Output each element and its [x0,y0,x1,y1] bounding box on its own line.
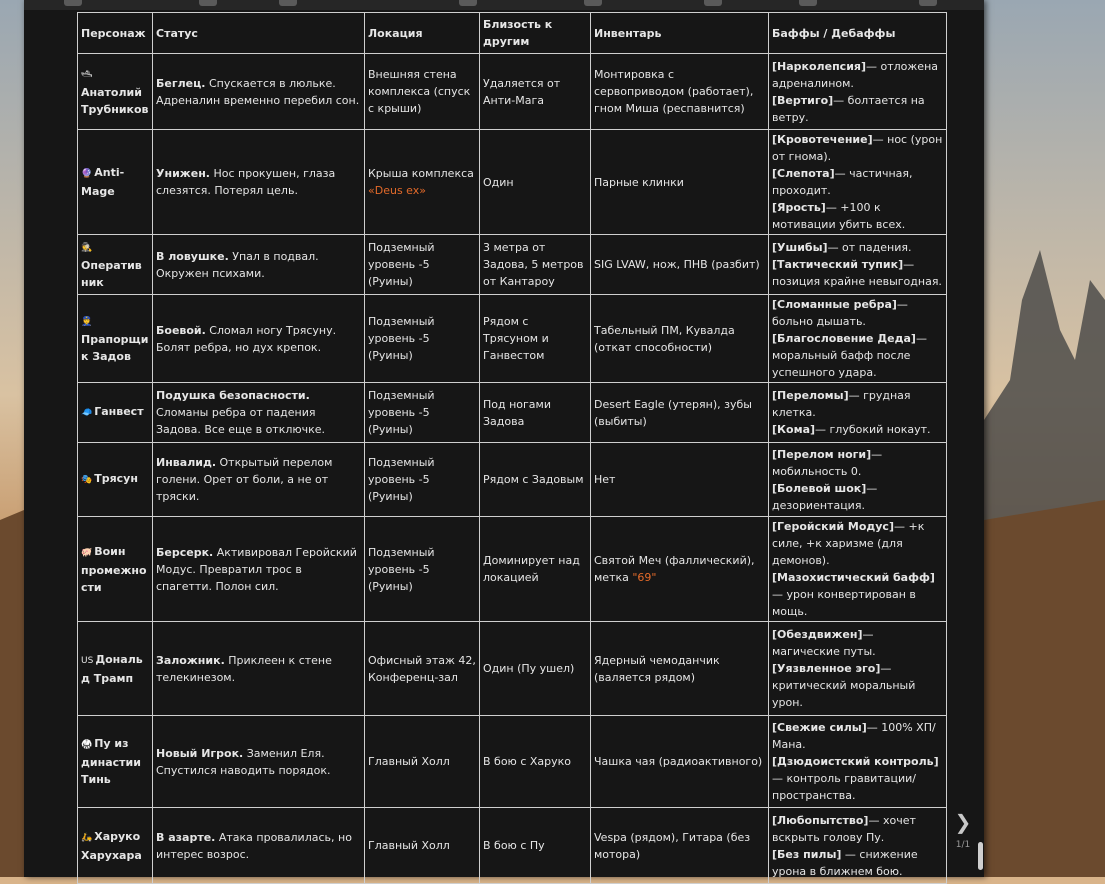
status-title: Новый Игрок. [156,746,244,760]
location-cell [365,383,480,443]
character-icon: 🛥 [81,70,93,80]
pin-icon[interactable] [199,0,217,6]
location-text: Офисный этаж 42, Конференц-зал [368,653,476,684]
tool-icon[interactable] [64,0,82,6]
book-icon[interactable] [459,0,477,6]
character-cell [78,517,153,622]
location-text: Подземный уровень -5 (Руины) [368,241,435,288]
location-text: Крыша комплекса [368,167,474,180]
status-title: Заложник. [156,653,225,667]
status-cell [153,716,365,808]
effect-tag: [Кома] [772,423,816,436]
effect-desc: — грудная клетка. [772,389,911,419]
effect-tag: [Сломанные ребра] [772,298,897,311]
effect-line [772,92,943,126]
proximity-cell: Доминирует над локацией [480,517,591,622]
effect-line [772,660,943,711]
character-name: Пу из династии Тинь [81,737,141,786]
effect-line [772,569,943,620]
effect-tag: [Геройский Модус] [772,520,894,533]
effect-tag: [Кровотечение] [772,133,873,146]
inventory-cell [591,808,769,884]
status-cell [153,443,365,517]
effects-cell [769,517,947,622]
effect-tag: [Уязвленное эго] [772,662,881,675]
proximity-cell: В бою с Харуко [480,716,591,808]
effect-desc: — от падения. [827,241,912,254]
effect-desc: — контроль гравитации/пространства. [772,772,916,802]
status-text: Сломаны ребра от падения Задова. Все еще в отключке. [156,406,326,436]
effect-tag: [Любопытство] [772,813,869,827]
effect-desc: — болтается на ветру. [772,93,925,124]
effect-line [772,719,943,753]
inventory-cell [591,130,769,235]
inventory-cell [591,517,769,622]
proximity-cell: Удаляется от Анти-Мага [480,54,591,130]
status-cell [153,130,365,235]
status-cell [153,808,365,884]
location-cell [365,716,480,808]
effect-line [772,446,943,480]
effect-tag: [Ярость] [772,201,826,214]
character-name: Трясун [94,472,138,485]
status-text: Атака провалилась, но интерес возрос. [156,830,352,861]
table-row [78,517,947,622]
effects-cell [769,383,947,443]
column-header: Локация [365,13,480,54]
effect-desc: — снижение урона в ближнем бою. [772,847,918,878]
effect-desc: — нос (урон от гнома). [772,133,943,163]
proximity-cell: Рядом с Трясуном и Ганвестом [480,295,591,383]
inventory-text: Монтировка с сервоприводом (работает), гном Миша (респавнится) [594,68,754,115]
inventory-text: Чашка чая (радиоактивного) [594,755,763,768]
location-text: Подземный уровень -5 (Руины) [368,545,435,593]
inventory-highlight: "69" [632,571,657,584]
inventory-text: Табельный ПМ, Кувалда (откат способности) [594,323,735,354]
location-cell [365,130,480,235]
status-cell [153,517,365,622]
character-cell [78,716,153,808]
table-row [78,383,947,443]
table-row [78,443,947,517]
effect-desc: — позиция крайне невыгодная. [772,258,942,288]
top-toolbar [24,0,984,10]
column-header: Инвентарь [591,13,769,54]
inventory-cell [591,383,769,443]
table-row [78,54,947,130]
status-text: Спускается в люльке. Адреналин временно перебил сон. [156,76,360,107]
effect-tag: [Слепота] [772,167,835,180]
effect-tag: [Ушибы] [772,241,828,254]
effect-desc: — мобильность 0. [772,447,883,478]
effect-desc: — магические путы. [772,628,876,658]
effect-desc: — частичная, проходит. [772,167,913,197]
character-icon: 👮 [81,317,93,327]
inventory-cell [591,716,769,808]
character-name: Анатолий Трубников [81,86,149,116]
inventory-text: Парные клинки [594,175,684,189]
status-cell [153,54,365,130]
effect-desc: — глубокий нокаут. [815,423,931,436]
effects-cell [769,295,947,383]
effect-line [772,480,943,514]
status-text: Сломал ногу Трясуну. Болят ребра, но дух крепок. [156,323,337,354]
character-name: Харуко Харухара [81,829,142,862]
location-cell [365,295,480,383]
character-icon: 🐖 [81,547,93,558]
table-row [78,716,947,808]
character-cell [78,808,153,884]
effect-tag: [Обездвижен] [772,628,863,641]
effect-desc: — +к силе, +к харизме (для демонов). [772,520,925,567]
character-name: Ганвест [94,405,144,418]
location-text: Подземный уровень -5 (Руины) [368,389,435,436]
effect-desc: — +100 к мотивации убить всех. [772,201,906,231]
image-icon[interactable] [584,0,602,6]
inventory-cell [591,295,769,383]
character-icon: 🛵 [81,832,93,843]
effect-line [772,518,943,569]
window-icon[interactable] [919,0,937,6]
status-title: Подушка безопасности. [156,389,310,402]
proximity-cell: Рядом с Задовым [480,443,591,517]
effect-desc: — 100% ХП/Мана. [772,721,936,751]
inventory-text: Desert Eagle (утерян), зубы (выбиты) [594,397,752,428]
effect-line [772,626,943,660]
character-name: Прапорщик Задов [81,333,149,363]
effects-cell [769,54,947,130]
inventory-cell [591,235,769,295]
character-cell [78,295,153,383]
status-text: Упал в подвал. Окружен психами. [156,249,319,280]
effect-tag: [Дзюдоистский контроль] [772,755,939,768]
location-text: Подземный уровень -5 (Руины) [368,456,435,503]
table-body [78,54,947,884]
effect-line [772,753,943,804]
effect-tag: [Переломы] [772,389,849,402]
character-name: Оперативник [81,259,142,289]
inventory-text: Vespa (рядом), Гитара (без мотора) [594,830,751,861]
effect-line [772,58,943,92]
status-title: Унижен. [156,167,210,180]
effect-desc: — урон конвертирован в мощь. [772,588,916,618]
status-text: Приклеен к стене телекинезом. [156,653,332,684]
effects-cell [769,130,947,235]
column-header: Статус [153,13,365,54]
status-text: Активировал Геройский Модус. Превратил трос в спагетти. Полон сил. [156,545,357,593]
location-cell [365,54,480,130]
location-cell [365,443,480,517]
effect-line [772,387,943,421]
effect-desc: — больно дышать. [772,298,908,328]
effects-cell [769,235,947,295]
effect-desc: — критический моральный урон. [772,662,916,709]
table-row [78,622,947,716]
inventory-text: SIG LVAW, нож, ПНВ (разбит) [594,258,760,271]
location-icon[interactable] [799,0,817,6]
status-title: Берсерк. [156,545,214,559]
character-icon: US [81,655,94,666]
effect-desc: — дезориентация. [772,481,878,512]
character-name: Дональд Трамп [81,652,143,685]
character-icon: 🎭 [81,475,93,485]
location-cell [365,622,480,716]
location-cell [365,808,480,884]
effect-tag: [Свежие силы] [772,721,867,734]
user-icon[interactable] [279,0,297,6]
effect-line [772,239,943,256]
inventory-cell [591,54,769,130]
page-count: 1/1 [955,840,971,850]
proximity-cell: Один [480,130,591,235]
effect-tag: [Перелом ноги] [772,447,872,461]
status-title: Боевой. [156,323,206,337]
status-cell [153,383,365,443]
inventory-cell [591,622,769,716]
table-row [78,235,947,295]
column-header: Баффы / Дебаффы [769,13,947,54]
scrollbar[interactable] [978,842,983,870]
status-title: Беглец. [156,76,206,90]
character-cell [78,130,153,235]
effect-desc: — хочет вскрыть голову Пу. [772,813,916,844]
effect-line [772,131,943,165]
status-cell [153,235,365,295]
table-row [78,808,947,884]
effects-cell [769,808,947,884]
effects-cell [769,622,947,716]
character-cell [78,443,153,517]
effect-line [772,421,943,438]
location-text: Внешняя стена комплекса (спуск с крыши) [368,68,471,115]
proximity-cell: Под ногами Задова [480,383,591,443]
effect-line [772,846,943,880]
table-row [78,295,947,383]
location-text: Главный Холл [368,755,450,768]
next-page-icon[interactable]: ❯ [954,810,972,834]
character-cell [78,622,153,716]
proximity-cell: В бою с Пу [480,808,591,884]
effect-tag: [Мазохистический бафф] [772,571,935,584]
proximity-cell: Один (Пу ушел) [480,622,591,716]
character-cell [78,54,153,130]
location-highlight: «Deus ex» [368,184,426,197]
location-text: Главный Холл [368,839,450,852]
character-icon: 🧢 [81,408,93,418]
effect-line [772,256,943,290]
status-text: Открытый перелом голени. Орет от боли, а не от тряски. [156,456,333,503]
effect-tag: [Благословение Деда] [772,332,916,345]
column-header: Близость к другим [480,13,591,54]
status-title: Инвалид. [156,456,217,469]
status-title: В азарте. [156,830,216,844]
effect-line [772,296,943,330]
inventory-text: Святой Меч (фаллический), метка [594,554,755,584]
car-icon[interactable] [704,0,722,6]
character-icon: 🔮 [81,169,93,179]
character-name: Воин промежности [81,544,147,594]
location-text: Подземный уровень -5 (Руины) [368,315,435,362]
effect-line [772,812,943,846]
inventory-cell [591,443,769,517]
status-cell [153,622,365,716]
status-title: В ловушке. [156,249,229,263]
status-table-wrapper [77,12,947,884]
inventory-text: Ядерный чемоданчик (валяется рядом) [594,653,720,684]
inventory-text: Нет [594,473,616,486]
column-header: Персонаж [78,13,153,54]
table-header-row [78,13,947,54]
effect-tag: [Без пилы] [772,847,842,861]
character-icon: 🕵 [81,243,93,253]
character-cell [78,383,153,443]
status-table [77,12,947,884]
effect-desc: — моральный бафф после успешного удара. [772,332,927,379]
effect-tag: [Болевой шок] [772,481,867,495]
character-icon: 🥋 [81,740,93,750]
location-cell [365,517,480,622]
status-cell [153,295,365,383]
character-cell [78,235,153,295]
effects-cell [769,443,947,517]
character-name: Anti-Mage [81,166,125,198]
effect-line [772,199,943,233]
status-text: Нос прокушен, глаза слезятся. Потерял цель. [156,167,336,197]
effects-cell [769,716,947,808]
effect-tag: [Нарколепсия] [772,59,866,73]
pager [952,812,974,850]
proximity-cell: 3 метра от Задова, 5 метров от Кантароу [480,235,591,295]
effect-desc: — отложена адреналином. [772,59,939,90]
location-cell [365,235,480,295]
effect-tag: [Вертиго] [772,93,834,107]
table-row [78,130,947,235]
effect-line [772,330,943,381]
effect-tag: [Тактический тупик] [772,258,904,271]
status-text: Заменил Еля. Спустился наводить порядок. [156,746,331,777]
effect-line [772,165,943,199]
